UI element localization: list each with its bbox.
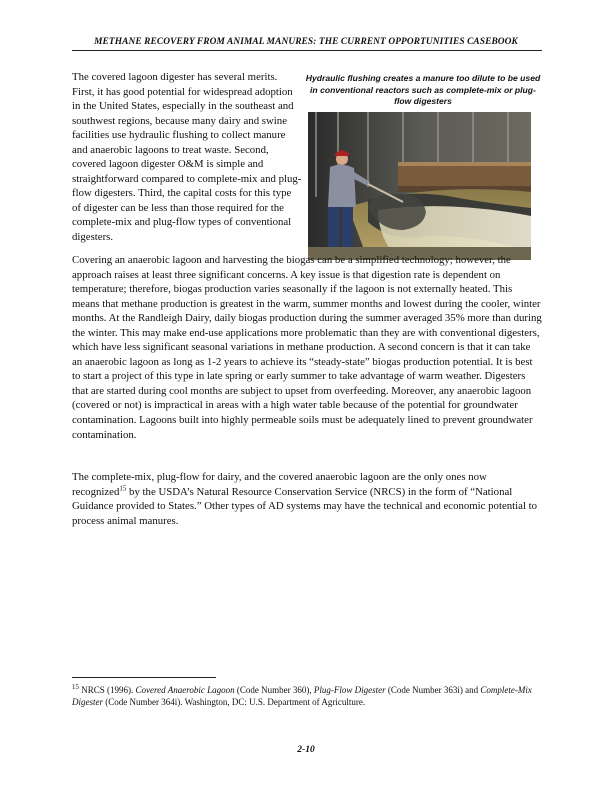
footnote-ref-15: 15 [119,483,127,492]
figure-caption: Hydraulic flushing creates a manure too dilute to be used in conventional reactors such as complete-mix or plug-flow digesters [305,73,541,106]
footnote-15 [72,684,542,708]
hydraulic-flushing-photo [308,112,531,260]
footnote-tail: (Code Number 364i). Washington, DC: U.S. Department of Agriculture. [103,697,366,707]
header-rule [72,50,542,51]
paragraph-concerns: Covering an anaerobic lagoon and harvesting the biogas can be a simplified technology; however, the approach raises at least three significant concerns. A key issue is that digestion rate is dependent on temperature; therefore, biogas production varies seasonally if the lagoon is not externally heated. This means that methane production is greatest in the warm, summer months and lowest during the cooler, winter months. At the Randleigh Dairy, daily biogas production during the summer averaged 35% more than during the winter. This may make end-use applications more problematic than they are with conventional digesters, which have less significant seasonal variations in methane production. A second concern is that it can take an anaerobic lagoon as long as 1-2 years to achieve its “steady-state” biogas production potential. It is best to start a project of this type in late spring or early summer to take advantage of warm weather. Digesters that are started during cool months are subject to upset from overfeeding. Moreover, any anaerobic lagoon (covered or not) is impractical in areas with a high water table because of the potential for groundwater contamination. Lagoons built into highly permeable soils must be adequately lined to prevent groundwater contamination. [72,254,542,441]
footnote-title-covered-lagoon: Covered Anaerobic Lagoon [135,685,235,695]
footnote-number: 15 [72,683,79,691]
paragraph-nrcs [72,470,542,528]
footnote-title-complete-mix: Complete-Mix Digester [72,685,532,707]
footnote-mid-2: (Code Number 363i) and [385,685,481,695]
paragraph-nrcs-text-a: The complete-mix, plug-flow for dairy, and the covered anaerobic lagoon are the only ones now recognized [72,471,487,498]
paragraph-nrcs-text-b: by the USDA’s Natural Resource Conservation Service (NRCS) in the form of “National Guidance provided to States.” Other types of AD systems may have the technical and economic potential to process animal manures. [72,485,538,527]
footnote-title-plug-flow: Plug-Flow Digester [313,685,386,695]
footnote-lead: NRCS (1996). [79,685,136,695]
paragraph-merits: The covered lagoon digester has several merits. First, it has good potential for widespread adoption in the United States, especially in the southeast and southwest regions, because many dairy and swine facilities use hydraulic flushing to collect manure and anaerobic lagoons to treat waste. Second, covered lagoon digester O&M is simple and straightforward compared to complete-mix and plug-flow digesters. Third, the capital costs for this type of digester can be less than those required for the complete-mix and plug-flow types of conventional digesters. [72,71,302,244]
footnote-mid-1: (Code Number 360), [234,685,314,695]
footnote-rule [72,677,216,678]
running-header: METHANE RECOVERY FROM ANIMAL MANURES: THE CURRENT OPPORTUNITIES CASEBOOK [94,37,518,47]
page-number: 2-10 [297,745,315,755]
